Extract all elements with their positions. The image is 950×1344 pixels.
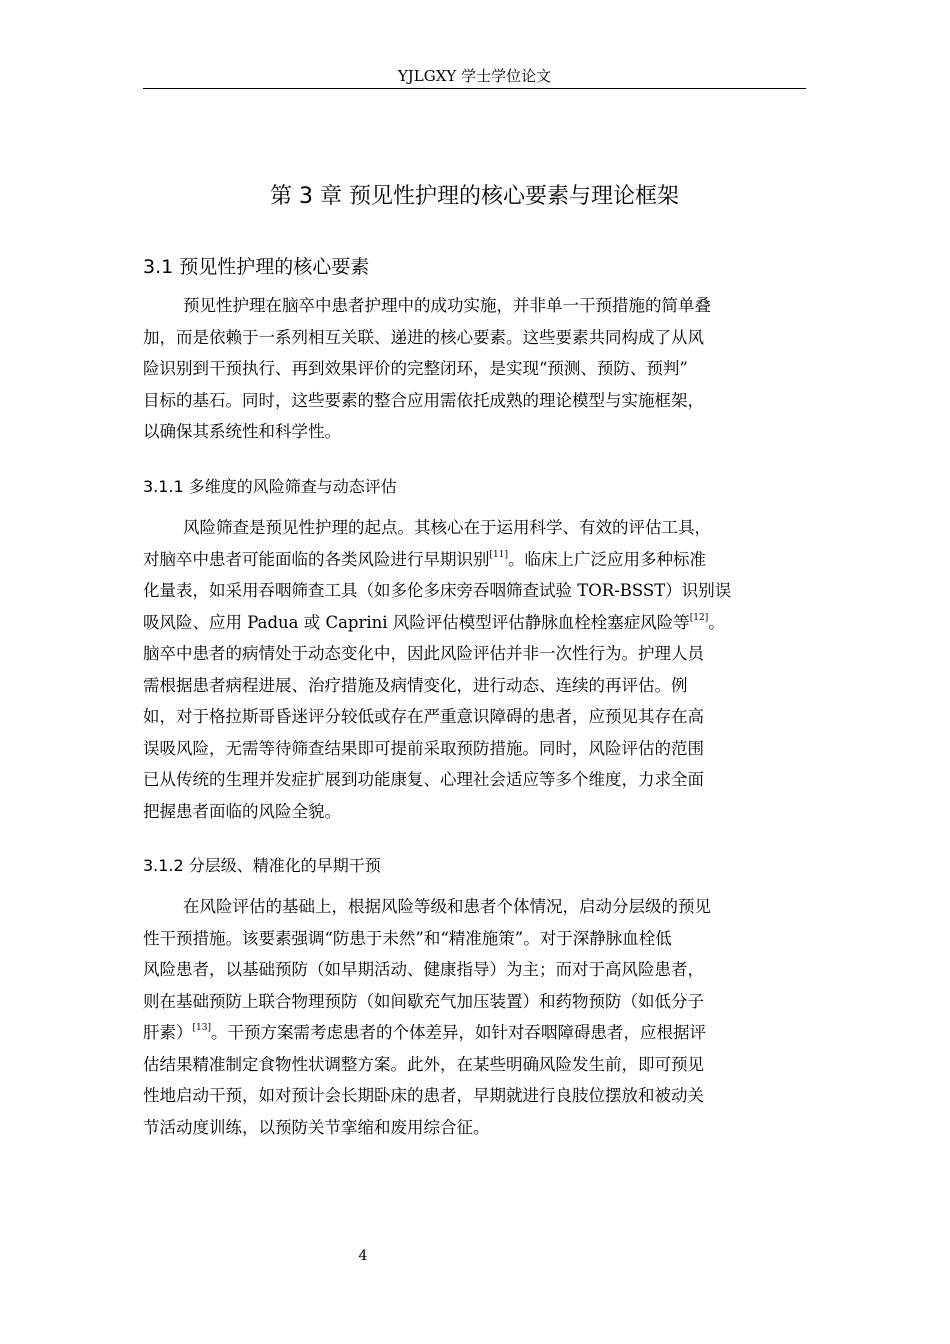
page-number: 4 (358, 1248, 368, 1264)
subsection-title-3-1-2: 3.1.2 分层级、精准化的早期干预 (143, 856, 381, 875)
paragraph-early-intervention (143, 891, 806, 1143)
paragraph-line: 性地启动干预，如对预计会长期卧床的患者，早期就进行良肢位摆放和被动关 (143, 1086, 704, 1105)
paragraph-line: 风险患者，以基础预防（如早期活动、健康指导）为主；而对于高风险患者， (143, 960, 704, 979)
paragraph-line (143, 1017, 806, 1049)
paragraph-line: 如，对于格拉斯哥昏迷评分较低或存在严重意识障碍的患者，应预见其存在高 (143, 707, 704, 726)
paragraph-risk-screening (143, 512, 806, 827)
text-segment: 肝素） (143, 1023, 193, 1042)
section-title: 3.1 预见性护理的核心要素 (143, 256, 370, 278)
paragraph-line: 估结果精准制定食物性状调整方案。此外，在某些明确风险发生前，即可预见 (143, 1054, 704, 1074)
paragraph-line: 把握患者面临的风险全貌。 (143, 801, 341, 821)
text-segment: 。干预方案需考虑患者的个体差异，如针对吞咽障碍患者，应根据评 (210, 1023, 706, 1042)
paragraph-line: 险识别到干预执行、再到效果评价的完整闭环，是实现“预测、预防、预判” (143, 359, 688, 378)
citation-ref-13: [13] (192, 1023, 211, 1033)
text-segment: 对脑卒中患者可能面临的各类风险进行早期识别 (143, 549, 490, 569)
paragraph-line: 性干预措施。该要素强调“防患于未然”和“精准施策”。对于深静脉血栓低 (143, 928, 672, 948)
paragraph-line: 化量表，如采用吞咽筛查工具（如多伦多床旁吞咽筛查试验 TOR-BSST）识别误 (143, 581, 732, 600)
paragraph-line: 已从传统的生理并发症扩展到功能康复、心理社会适应等多个维度，力求全面 (143, 770, 704, 789)
text-segment: 。 (708, 612, 725, 632)
paragraph-intro (143, 290, 806, 448)
chapter-title: 第 3 章 预见性护理的核心要素与理论框架 (270, 184, 679, 209)
paragraph-line (143, 544, 806, 576)
text-segment: 吸风险、应用 Padua 或 Caprini 风险评估模型评估静脉血栓栓塞症风险等 (143, 612, 690, 632)
paragraph-line: 目标的基石。同时，这些要素的整合应用需依托成熟的理论模型与实施框架， (143, 390, 704, 410)
citation-ref-12: [12] (689, 612, 709, 623)
paragraph-line: 预见性护理在脑卒中患者护理中的成功实施，并非单一干预措施的简单叠 (183, 296, 711, 315)
paragraph-line: 以确保其系统性和科学性。 (143, 422, 341, 441)
paragraph-line: 则在基础预防上联合物理预防（如间歇充气加压装置）和药物预防（如低分子 (143, 991, 704, 1011)
paragraph-line: 风险筛查是预见性护理的起点。其核心在于运用科学、有效的评估工具， (183, 518, 711, 537)
citation-ref-11: [11] (489, 549, 508, 560)
header-rule (143, 88, 806, 89)
running-header: YJLGXY 学士学位论文 (397, 67, 552, 85)
paragraph-line: 节活动度训练，以预防关节挛缩和废用综合征。 (143, 1117, 490, 1137)
paragraph-line (143, 607, 806, 639)
paragraph-line: 在风险评估的基础上，根据风险等级和患者个体情况，启动分层级的预见 (183, 897, 711, 916)
paragraph-line: 需根据患者病程进展、治疗措施及病情变化，进行动态、连续的再评估。例 (143, 675, 688, 695)
paragraph-line: 脑卒中患者的病情处于动态变化中，因此风险评估并非一次性行为。护理人员 (143, 644, 704, 663)
text-segment: 。临床上广泛应用多种标准 (507, 549, 706, 569)
subsection-title-3-1-1: 3.1.1 多维度的风险筛查与动态评估 (143, 477, 397, 496)
paragraph-line: 误吸风险，无需等待筛查结果即可提前采取预防措施。同时，风险评估的范围 (143, 738, 704, 758)
paragraph-line: 加，而是依赖于一系列相互关联、递进的核心要素。这些要素共同构成了从风 (143, 327, 704, 347)
